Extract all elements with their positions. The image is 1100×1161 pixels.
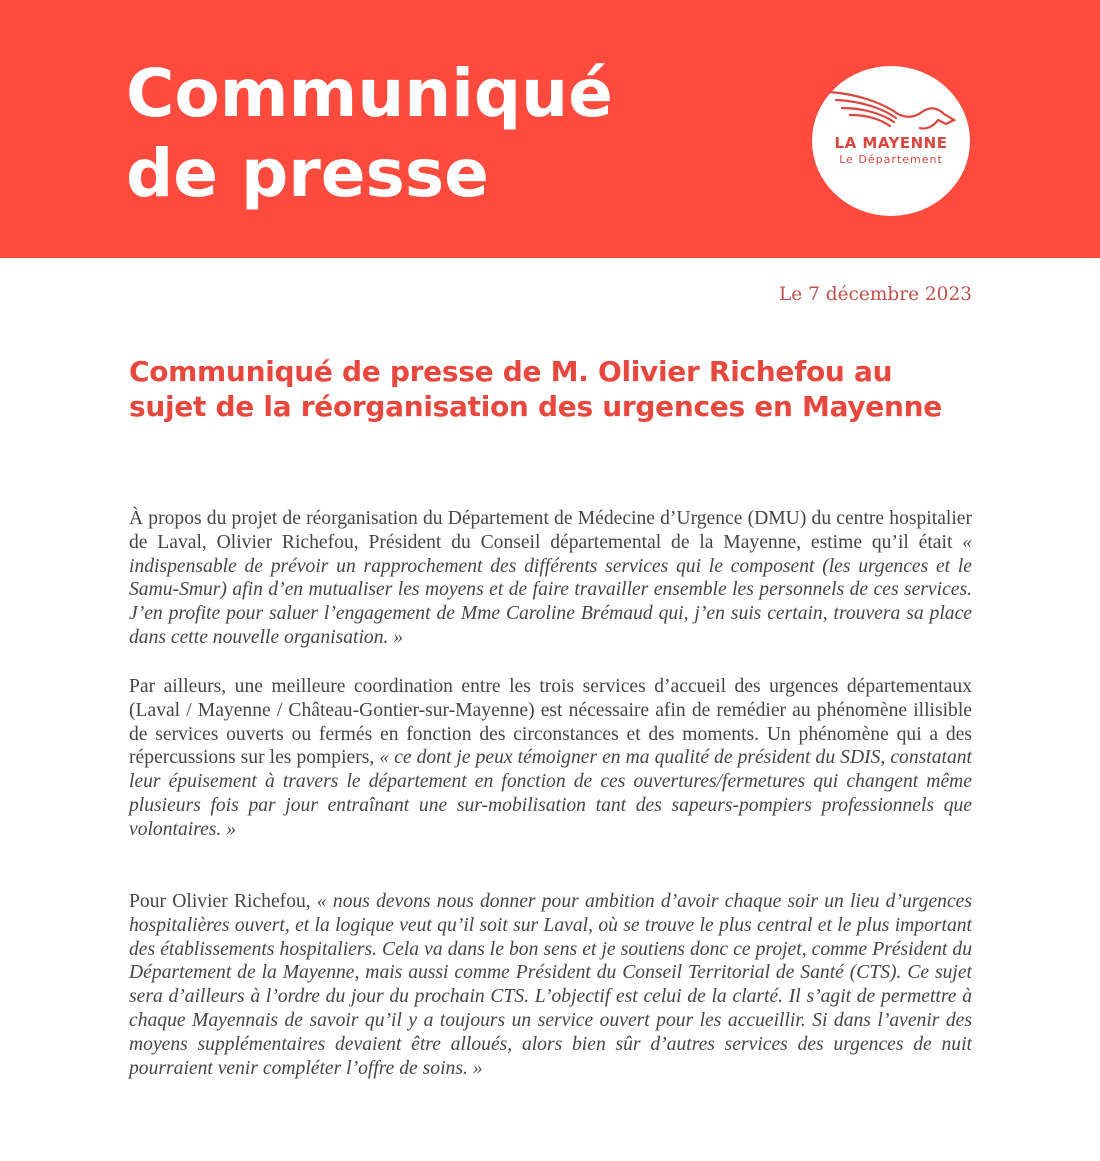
publication-date: Le 7 décembre 2023: [778, 284, 972, 305]
title-line-1: Communiqué: [126, 55, 613, 132]
paragraph-3: [129, 890, 972, 1080]
document-type-title: [126, 54, 613, 214]
paragraph-3-quote: « nous devons nous donner pour ambition d’avoir chaque soir un lieu d’urgences hospitalières ouvert, et la logique veut qu’il soit sur Laval, où se trouve le plus central et le plus important des établissements hospitaliers. Cela va dans le bon sens et je soutiens donc ce projet, comme Président du Département de la Mayenne, mais aussi comme Président du Conseil Territorial de Santé (CTS). Ce sujet sera d’ailleurs à l’ordre du jour du prochain CTS. L’objectif est celui de la clarté. Il s’agit de permettre à chaque Mayennais de savoir qu’il y a toujours un service ouvert pour les accueillir. Si dans l’avenir des moyens supplémentaires devaient être alloués, alors bien sûr d’autres services des urgences de nuit pourraient venir compléter l’offre de soins. »: [129, 891, 972, 1079]
paragraph-2-quote: « ce dont je peux témoigner en ma qualité de président du SDIS, constatant leur épuisement à travers le département en fonction de ces ouvertures/fermetures qui changent même plusieurs fois par jour entraînant une sur-mobilisation tant des sapeurs-pompiers professionnels que volontaires. »: [129, 747, 972, 840]
paragraph-1-text: À propos du projet de réorganisation du Département de Médecine d’Urgence (DMU) du centre hospitalier de Laval, Olivier Richefou, Président du Conseil départemental de la Mayenne, estime qu’il était: [129, 508, 972, 553]
press-release-headline: Communiqué de presse de M. Olivier Richefou au sujet de la réorganisation des urgences en Mayenne: [129, 355, 942, 423]
paragraph-2: [129, 675, 972, 842]
paragraph-3-text: Pour Olivier Richefou,: [129, 891, 317, 912]
winged-horse-icon: [826, 84, 958, 134]
paragraph-2-text: Par ailleurs, une meilleure coordination entre les trois services d’accueil des urgences départementaux (Laval / Mayenne / Château-Gontier-sur-Mayenne) est nécessaire afin de remédier au phénomène illisible de services ouverts ou fermés en fonction des circonstances et des moments. Un phénomène qui a des répercussions sur les pompiers,: [129, 676, 972, 769]
logo-subtitle: Le Département: [839, 153, 943, 166]
title-line-2: de presse: [126, 135, 489, 212]
logo-name: LA MAYENNE: [834, 134, 948, 152]
paragraph-1-quote: « indispensable de prévoir un rapprochement des différents services qui le composent (les urgences et le Samu-Smur) afin d’en mutualiser les moyens et de faire travailler ensemble les personnels de ces services. J’en profite pour saluer l’engagement de Mme Caroline Brémaud qui, j’en suis certain, trouvera sa place dans cette nouvelle organisation. »: [129, 531, 972, 648]
paragraph-1: [129, 507, 972, 650]
